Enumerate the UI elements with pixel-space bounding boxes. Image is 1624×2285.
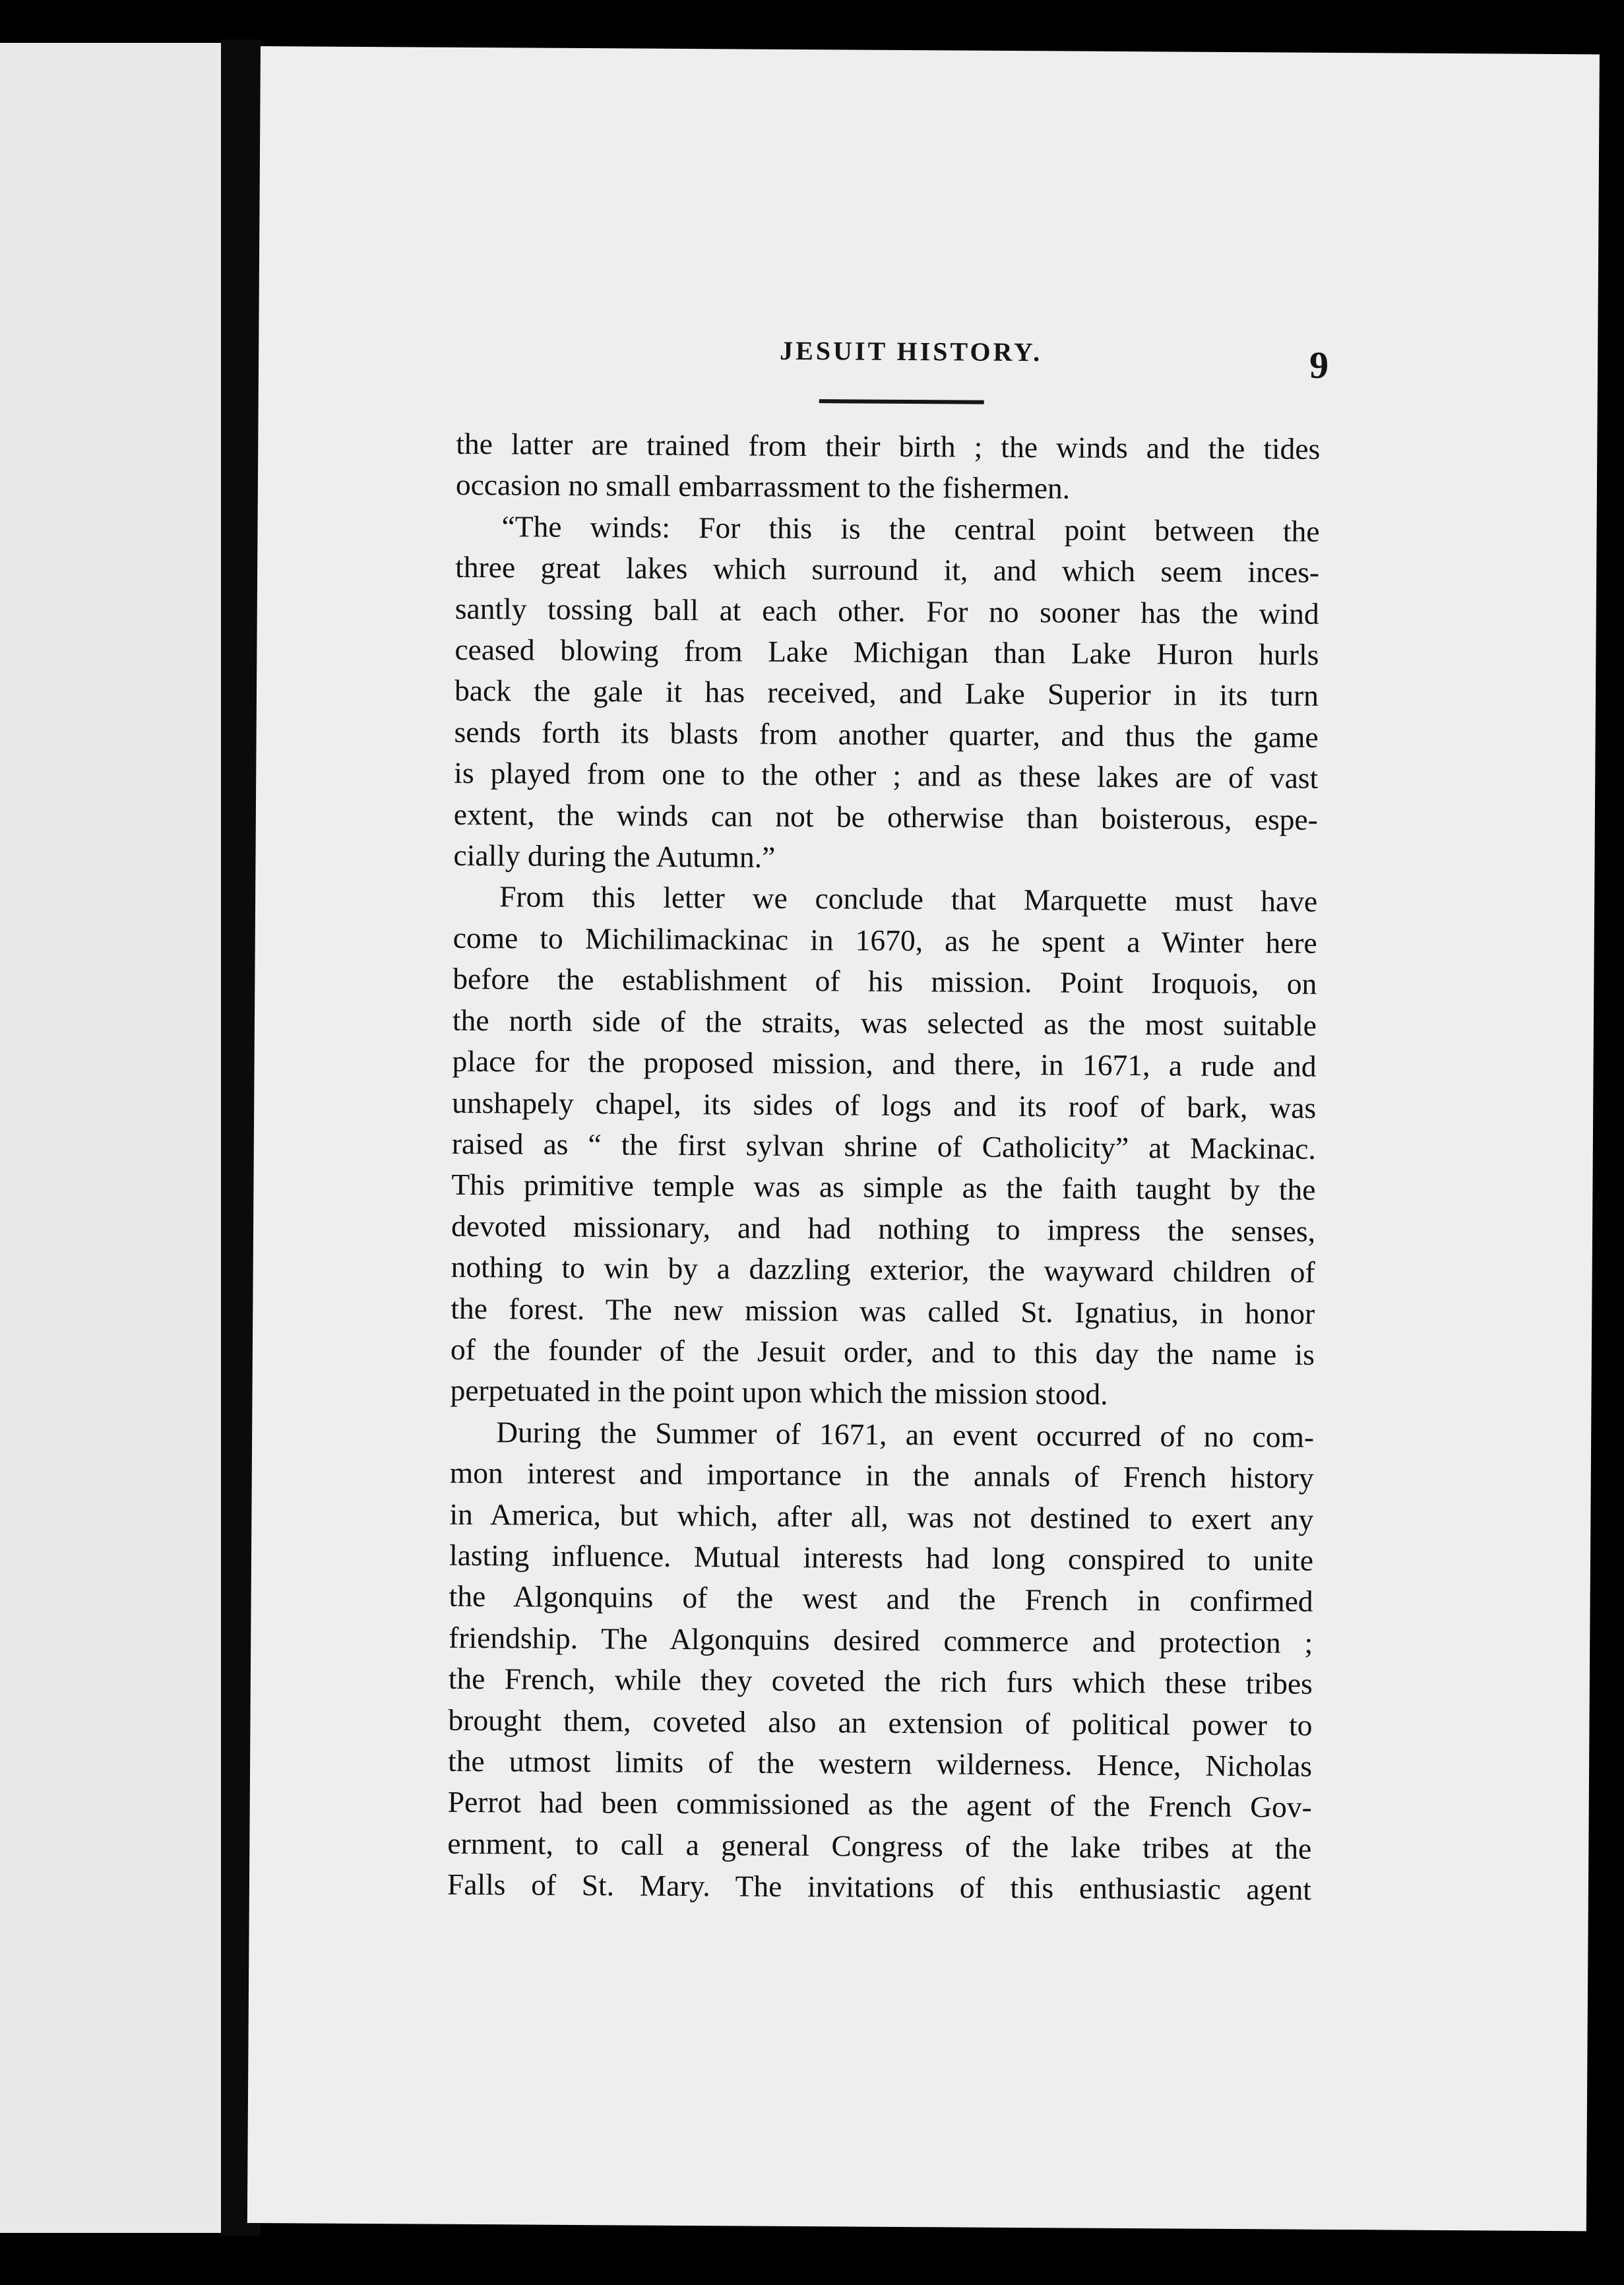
text-line: Falls of St. Mary. The invitations of this enthusiastic agent	[447, 1867, 1312, 1907]
text-line: nothing to win by a dazzling exterior, the wayward children of	[451, 1249, 1315, 1289]
text-line: cially during the Autumn.”	[453, 838, 776, 874]
text-line: the forest. The new mission was called St. Ignatius, in honor	[451, 1291, 1315, 1330]
text-line: mon interest and importance in the annals of French history	[449, 1455, 1314, 1495]
text-line: the north side of the straits, was selected as the most suitable	[452, 1003, 1317, 1042]
text-line: Perrot had been commissioned as the agent of the French Gov-	[447, 1785, 1312, 1825]
text-line: the Algonquins of the west and the French in confirmed	[449, 1579, 1313, 1619]
text-line: occasion no small embarrassment to the fishermen.	[455, 468, 1071, 505]
text-line: ceased blowing from Lake Michigan than Lake Huron hurls	[454, 632, 1319, 672]
text-line: extent, the winds can not be otherwise than boisterous, espe-	[453, 797, 1319, 836]
text-line: the latter are trained from their birth ; the winds and the tides	[456, 426, 1321, 466]
page-number: 9	[1309, 343, 1329, 387]
text-line: From this letter we conclude that Marquette must have	[499, 879, 1318, 919]
text-line: During the Summer of 1671, an event occurred of no com-	[496, 1414, 1315, 1454]
text-line: is played from one to the other ; and as these lakes are of vast	[454, 756, 1319, 796]
text-line: sends forth its blasts from another quarter, and thus the game	[454, 714, 1319, 754]
text-line: come to Michilimackinac in 1670, as he spent a Winter here	[453, 920, 1317, 960]
text-line: in America, but which, after all, was not destined to exert any	[449, 1497, 1314, 1536]
text-line: lasting influence. Mutual interests had long conspired to unite	[449, 1538, 1314, 1577]
text-line: ernment, to call a general Congress of the lake tribes at the	[447, 1826, 1312, 1865]
text-line: the utmost limits of the western wilderness. Hence, Nicholas	[447, 1743, 1313, 1783]
text-line: place for the proposed mission, and there, in 1671, a rude and	[452, 1044, 1317, 1083]
running-title: JESUIT HISTORY.	[780, 335, 1043, 367]
text-line: the French, while they coveted the rich furs which these tribes	[448, 1661, 1313, 1701]
text-line: back the gale it has received, and Lake Superior in its turn	[454, 673, 1319, 713]
text-line: This primitive temple was as simple as the faith taught by the	[451, 1168, 1316, 1207]
text-line: three great lakes which surround it, and which seem inces-	[455, 550, 1320, 590]
text-line: of the founder of the Jesuit order, and to this day the name is	[450, 1332, 1315, 1371]
text-line: “The winds: For this is the central point between the	[501, 509, 1320, 548]
text-line: friendship. The Algonquins desired commerce and protection ;	[449, 1620, 1313, 1660]
text-line: unshapely chapel, its sides of logs and its roof of bark, was	[452, 1085, 1317, 1125]
text-line: before the establishment of his mission. Point Iroquois, on	[453, 962, 1317, 1001]
text-line: raised as “ the first sylvan shrine of Catholicity” at Mackinac.	[451, 1126, 1316, 1166]
text-line: devoted missionary, and had nothing to impress the senses,	[451, 1208, 1316, 1248]
text-line: brought them, coveted also an extension of political power to	[448, 1703, 1313, 1742]
body-text	[447, 423, 1321, 1911]
facing-page-edge	[0, 43, 224, 2233]
text-line: santly tossing ball at each other. For no sooner has the wind	[454, 591, 1319, 631]
text-line: perpetuated in the point upon which the mission stood.	[450, 1373, 1108, 1412]
book-page	[247, 46, 1600, 2231]
header-rule	[819, 399, 984, 404]
